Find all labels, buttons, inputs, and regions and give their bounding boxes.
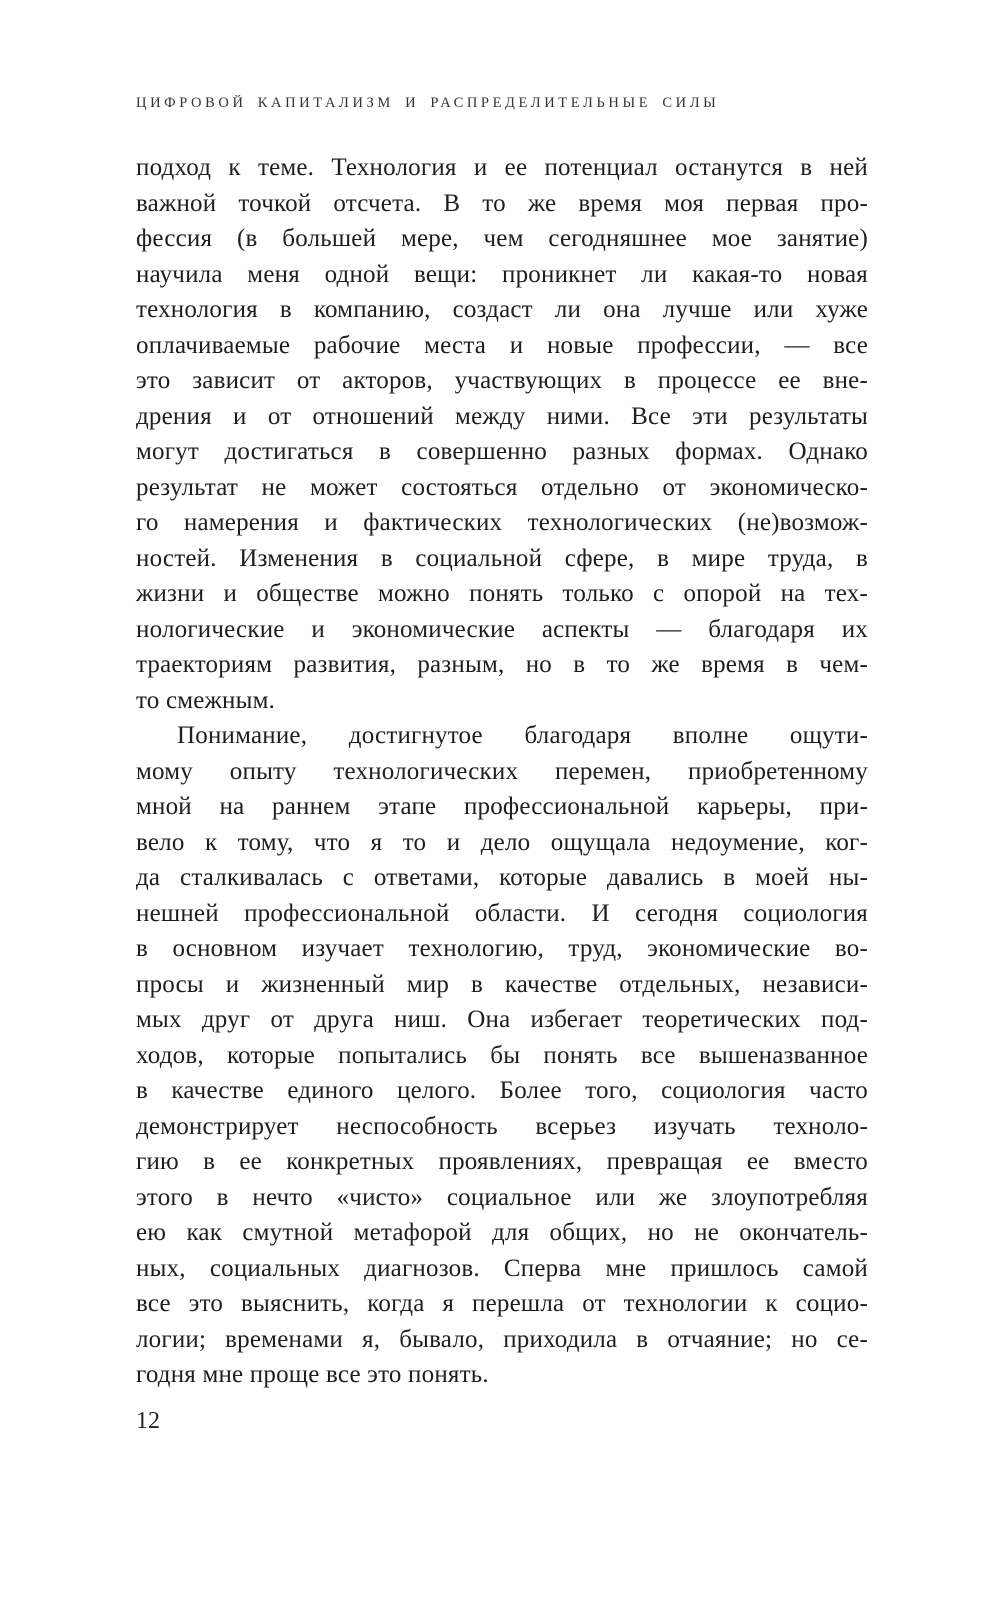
text-line: Понимание, достигнутое благодаря вполне ощути- bbox=[177, 722, 868, 749]
text-line: оплачиваемые рабочие места и новые профессии, — все bbox=[136, 331, 868, 359]
text-line: важной точкой отсчета. В то же время моя первая про- bbox=[136, 189, 868, 217]
text-line: ею как смутной метафорой для общих, но не окончатель- bbox=[136, 1219, 868, 1246]
text-line: все это выяснить, когда я перешла от технологии к социо- bbox=[136, 1290, 868, 1317]
text-line: траекториям развития, разным, но в то же время в чем- bbox=[136, 651, 868, 678]
page-number: 12 bbox=[136, 1408, 160, 1434]
running-head: ЦИФРОВОЙ КАПИТАЛИЗМ И РАСПРЕДЕЛИТЕЛЬНЫЕ СИЛЫ bbox=[136, 95, 720, 111]
text-line: мых друг от друга ниш. Она избегает теоретических под- bbox=[136, 1006, 868, 1033]
text-line: годня мне проще все это понять. bbox=[136, 1361, 489, 1388]
text-line: ных, социальных диагнозов. Сперва мне пришлось самой bbox=[136, 1254, 868, 1282]
text-line: могут достигаться в совершенно разных формах. Однако bbox=[136, 438, 868, 465]
text-line: логии; временами я, бывало, приходила в отчаяние; но се- bbox=[136, 1325, 868, 1353]
text-line: технология в компанию, создаст ли она лучше или хуже bbox=[136, 296, 868, 323]
text-line: мной на раннем этапе профессиональной карьеры, при- bbox=[136, 793, 868, 820]
text-line: жизни и обществе можно понять только с опорой на тех- bbox=[136, 580, 868, 607]
text-line: дрения и от отношений между ними. Все эти результаты bbox=[136, 402, 868, 430]
text-line: научила меня одной вещи: проникнет ли какая-то новая bbox=[136, 260, 868, 288]
text-line: фессия (в большей мере, чем сегодняшнее мое занятие) bbox=[136, 225, 868, 252]
text-line: вело к тому, что я то и дело ощущала недоумение, ког- bbox=[136, 828, 868, 856]
paragraph-2 bbox=[136, 718, 868, 1393]
text-line: нологические и экономические аспекты — благодаря их bbox=[136, 615, 868, 643]
text-line: демонстрирует неспособность всерьез изучать техноло- bbox=[136, 1112, 868, 1140]
text-line: результат не может состояться отдельно от экономическо- bbox=[136, 473, 868, 501]
text-line: в основном изучает технологию, труд, экономические во- bbox=[136, 935, 868, 962]
text-line: этого в нечто «чисто» социальное или же злоупотребляя bbox=[136, 1183, 868, 1211]
text-line: это зависит от акторов, участвующих в процессе ее вне- bbox=[136, 367, 868, 394]
text-line: ностей. Изменения в социальной сфере, в мире труда, в bbox=[136, 544, 868, 572]
text-line: го намерения и фактических технологических (не)возмож- bbox=[136, 509, 868, 536]
text-line: ходов, которые попытались бы понять все вышеназванное bbox=[136, 1041, 868, 1069]
text-line: подход к теме. Технология и ее потенциал останутся в ней bbox=[136, 154, 868, 181]
text-line: то смежным. bbox=[136, 686, 276, 714]
body-text bbox=[136, 150, 868, 1393]
text-line: просы и жизненный мир в качестве отдельных, независи- bbox=[136, 970, 868, 998]
text-line: нешней профессиональной области. И сегодня социология bbox=[136, 899, 868, 927]
text-line: да сталкивалась с ответами, которые давались в моей ны- bbox=[136, 864, 868, 891]
text-line: мому опыту технологических перемен, приобретенному bbox=[136, 757, 868, 785]
paragraph-1 bbox=[136, 150, 868, 718]
text-line: гию в ее конкретных проявлениях, превращая ее вместо bbox=[136, 1148, 868, 1175]
text-line: в качестве единого целого. Более того, социология часто bbox=[136, 1077, 868, 1104]
